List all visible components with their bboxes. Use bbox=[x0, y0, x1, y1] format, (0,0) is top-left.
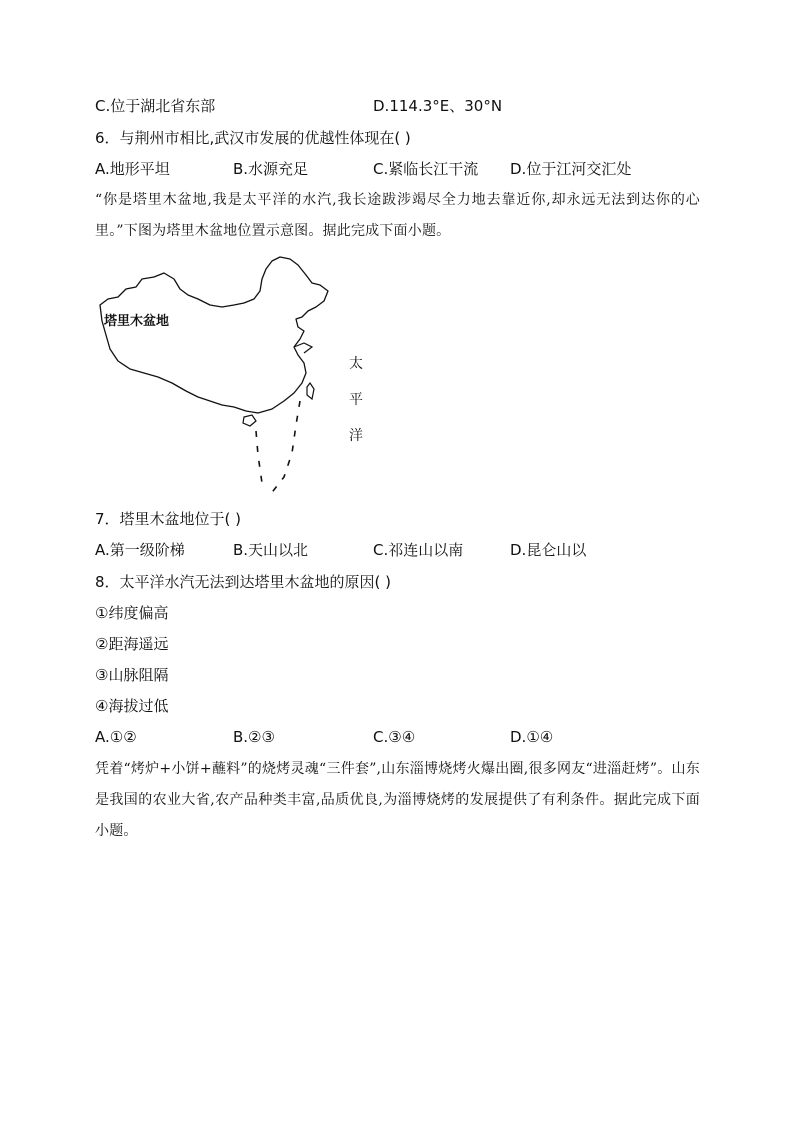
q8-item-2: ②距海遥远 bbox=[95, 635, 169, 653]
q8-item-3: ③山脉阻隔 bbox=[95, 666, 169, 684]
taiwan-island bbox=[307, 383, 314, 399]
q7-option-a: A.第一级阶梯 bbox=[95, 541, 185, 559]
q8-stem: 8．太平洋水汽无法到达塔里木盆地的原因( ) bbox=[95, 573, 392, 591]
ocean-label-char-3: 洋 bbox=[349, 428, 363, 444]
q6-stem: 6．与荆州市相比,武汉市发展的优越性体现在( ) bbox=[95, 129, 411, 147]
q6-option-b: B.水源充足 bbox=[233, 160, 309, 178]
hainan-island bbox=[243, 415, 256, 426]
south-sea-dashes-east bbox=[270, 401, 300, 495]
china-map-figure bbox=[98, 255, 388, 500]
ocean-label-char-1: 太 bbox=[349, 356, 363, 372]
q8-option-a: A.①② bbox=[95, 728, 137, 746]
q5-option-c: C.位于湖北省东部 bbox=[95, 97, 216, 115]
q7-stem: 7．塔里木盆地位于( ) bbox=[95, 510, 242, 528]
q8-item-4: ④海拔过低 bbox=[95, 697, 169, 715]
passage-tarim: “你是塔里木盆地,我是太平洋的水汽,我长途跋涉竭尽全力地去靠近你,却永远无法到达你的心里。”下图为塔里木盆地位置示意图。据此完成下面小题。 bbox=[95, 192, 700, 239]
south-sea-dashes bbox=[256, 431, 262, 483]
q6-option-d: D.位于江河交汇处 bbox=[510, 160, 632, 178]
q7-option-d: D.昆仑山以 bbox=[510, 541, 587, 559]
passage-zibo-bbq: 凭着“烤炉+小饼+蘸料”的烧烤灵魂“三件套”,山东淄博烧烤火爆出圈,很多网友“进淄赶烤”。山东是我国的农业大省,农产品种类丰富,品质优良,为淄博烧烤的发展提供了有利条件。据此完成下面小题。 bbox=[95, 761, 700, 839]
q8-option-d: D.①④ bbox=[510, 728, 554, 746]
q8-option-b: B.②③ bbox=[233, 728, 275, 746]
china-outline-map bbox=[98, 255, 388, 500]
tarim-basin-label: 塔里木盆地 bbox=[104, 314, 170, 329]
q5-option-d: D.114.3°E、30°N bbox=[373, 97, 503, 115]
q8-item-1: ①纬度偏高 bbox=[95, 604, 169, 622]
q6-option-a: A.地形平坦 bbox=[95, 160, 170, 178]
q7-option-c: C.祁连山以南 bbox=[373, 541, 464, 559]
q6-option-c: C.紧临长江干流 bbox=[373, 160, 479, 178]
q7-option-b: B.天山以北 bbox=[233, 541, 309, 559]
china-mainland-outline bbox=[100, 257, 328, 413]
q8-option-c: C.③④ bbox=[373, 728, 416, 746]
ocean-label-char-2: 平 bbox=[349, 392, 363, 408]
